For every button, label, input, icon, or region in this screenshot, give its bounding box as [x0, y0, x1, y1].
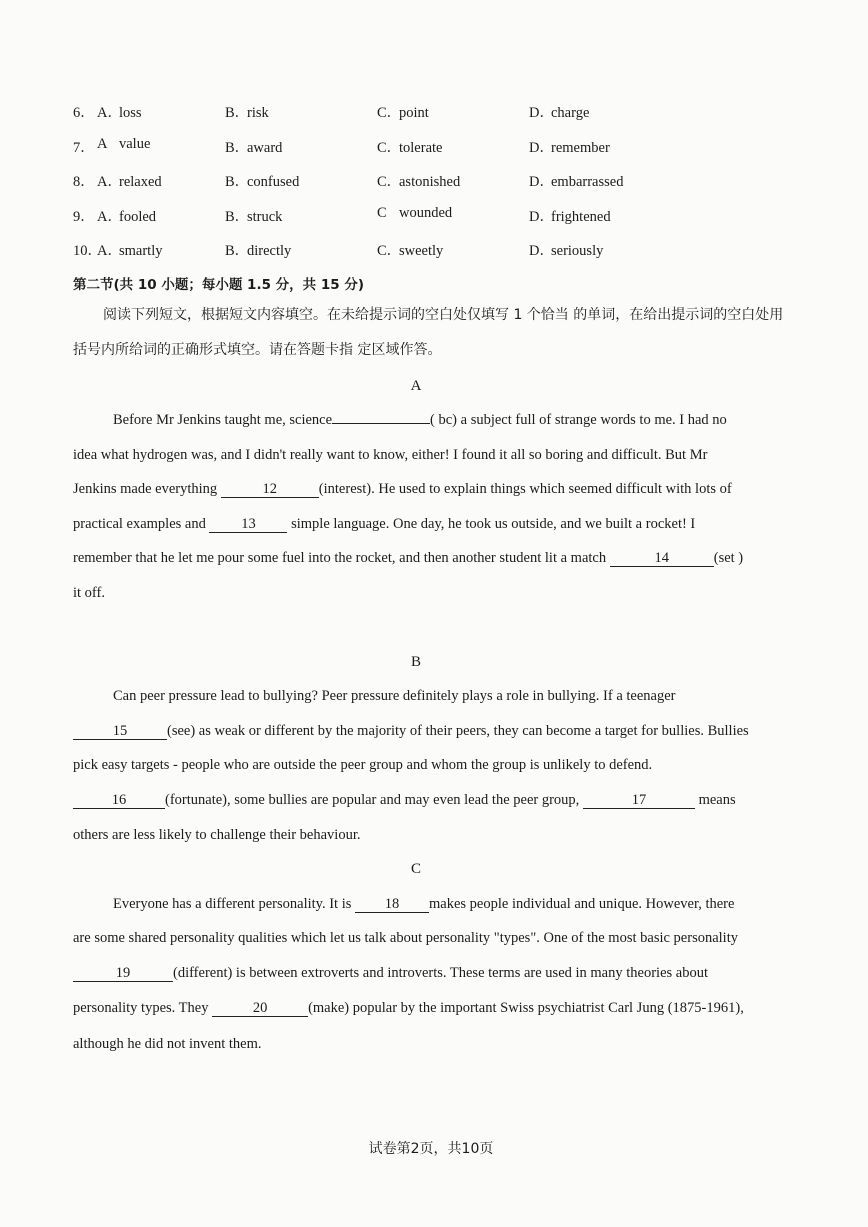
- option-letter: C: [377, 205, 387, 221]
- option-choice: [377, 205, 452, 222]
- option-choice: [529, 136, 610, 157]
- option-letter: C．: [377, 140, 402, 156]
- option-letter: B．: [225, 209, 250, 225]
- passage-a-line: Before Mr Jenkins taught me, science ( bc) a subject full of strange words to me. I had no: [113, 412, 727, 428]
- option-letter: D．: [529, 140, 554, 156]
- blank-15: 15: [73, 723, 167, 740]
- option-letter: C．: [377, 243, 402, 259]
- option-word: frightened: [551, 209, 611, 225]
- blank-20: 20: [212, 1000, 308, 1017]
- passage-b-line: Can peer pressure lead to bullying? Peer pressure definitely plays a role in bullying. If a teenager: [113, 688, 676, 704]
- option-choice: [377, 136, 442, 157]
- page-footer: 试卷第2页，共10页: [368, 1141, 494, 1157]
- passage-a-line: remember that he let me pour some fuel into the rocket, and then another student lit a match 14 (set ): [73, 550, 744, 566]
- option-word: sweetly: [399, 243, 444, 259]
- option-word: tolerate: [399, 140, 443, 156]
- option-row: [73, 136, 813, 160]
- question-number: 8．: [73, 174, 95, 190]
- passage-c-label: C: [410, 861, 421, 877]
- option-letter: A: [97, 136, 108, 152]
- option-word: charge: [551, 105, 590, 121]
- option-choice: [377, 101, 429, 122]
- section-instruction: 阅读下列短文，根据短文内容填空。在未给提示词的空白处仅填写 1 个恰当 的单词，在给出提示词的空白处用括号内所给词的正确形式填空。请在答题卡指 定区域作答。: [73, 307, 784, 358]
- option-letter: D．: [529, 105, 554, 121]
- question-number: 7．: [73, 140, 95, 156]
- option-choice: [225, 239, 291, 260]
- option-word: fooled: [119, 209, 157, 225]
- option-letter: B．: [225, 105, 250, 121]
- passage-b-line: 15 (see) as weak or different by the majority of their peers, they can become a target for bullies. Bullies: [73, 723, 793, 740]
- option-choice: [529, 205, 611, 226]
- passage-c-line: personality types. They 20 (make) popular by the important Swiss psychiatrist Carl Jung (1875-1961),: [73, 1000, 744, 1016]
- passage-b-line: 16 (fortunate), some bullies are popular and may even lead the peer group, 17 means: [73, 792, 793, 809]
- option-word: embarrassed: [551, 174, 624, 190]
- passage-b-line: pick easy targets - people who are outside the peer group and whom the group is unlikely to defend.: [73, 757, 653, 773]
- option-word: confused: [247, 174, 300, 190]
- option-choice: [225, 205, 282, 226]
- passage-c-line: are some shared personality qualities which let us talk about personality "types". One of the most basic personality: [73, 930, 738, 946]
- option-letter: B．: [225, 174, 250, 190]
- option-choice: [529, 170, 623, 191]
- passage-b-label: B: [410, 654, 421, 670]
- option-letter: D．: [529, 243, 554, 259]
- option-word: loss: [119, 105, 142, 121]
- option-choice: [377, 170, 460, 191]
- passage-a-label: A: [410, 378, 422, 394]
- option-choice: [225, 170, 299, 191]
- blank-13: 13: [209, 516, 287, 533]
- option-letter: A．: [97, 243, 122, 259]
- option-letter: A．: [97, 105, 122, 121]
- option-choice: [377, 239, 443, 260]
- option-row: [73, 205, 813, 229]
- passage-a-line: idea what hydrogen was, and I didn't really want to know, either! I found it all so boring and difficult. But Mr: [73, 447, 708, 463]
- blank-19: 19: [73, 965, 173, 982]
- question-number: 6．: [73, 105, 95, 121]
- option-row: [73, 239, 813, 263]
- passage-c-line: Everyone has a different personality. It is 18 makes people individual and unique. However, there: [113, 896, 735, 912]
- option-choice: [225, 136, 282, 157]
- option-word: relaxed: [119, 174, 162, 190]
- option-word: wounded: [399, 205, 453, 221]
- option-choice: [529, 239, 603, 260]
- option-row: [73, 170, 813, 194]
- option-letter: C．: [377, 174, 402, 190]
- option-letter: C．: [377, 105, 402, 121]
- option-choice: [97, 205, 156, 226]
- option-letter: A．: [97, 174, 122, 190]
- passage-c-line: although he did not invent them.: [73, 1036, 262, 1052]
- option-choice: [97, 170, 162, 191]
- option-word: struck: [247, 209, 283, 225]
- option-letter: D．: [529, 174, 554, 190]
- option-choice: [97, 136, 150, 153]
- option-word: value: [119, 136, 151, 152]
- blank-11: [332, 423, 430, 424]
- passage-a-line: practical examples and 13 simple language. One day, he took us outside, and we built a rocket! I: [73, 516, 696, 532]
- option-word: astonished: [399, 174, 461, 190]
- blank-16: 16: [73, 792, 165, 809]
- blank-17: 17: [583, 792, 695, 809]
- option-letter: B．: [225, 140, 250, 156]
- option-word: point: [399, 105, 429, 121]
- option-choice: [97, 101, 142, 122]
- blank-14: 14: [610, 550, 714, 567]
- option-word: seriously: [551, 243, 604, 259]
- option-choice: [97, 239, 163, 260]
- option-word: directly: [247, 243, 292, 259]
- option-letter: B．: [225, 243, 250, 259]
- question-number: 9．: [73, 209, 95, 225]
- section-heading: 第二节(共 10 小题；每小题 1.5 分，共 15 分): [73, 277, 365, 293]
- blank-12: 12: [221, 481, 319, 498]
- option-row: [73, 101, 813, 125]
- blank-18: 18: [355, 896, 429, 913]
- option-word: remember: [551, 140, 610, 156]
- option-word: smartly: [119, 243, 163, 259]
- option-letter: D．: [529, 209, 554, 225]
- passage-a-line: Jenkins made everything 12 (interest). He used to explain things which seemed difficult with lots of: [73, 481, 732, 497]
- question-number: 10．: [73, 243, 102, 259]
- passage-c-line: 19 (different) is between extroverts and introverts. These terms are used in many theories about: [73, 965, 793, 982]
- option-letter: A．: [97, 209, 122, 225]
- passage-a-line: it off.: [73, 585, 105, 601]
- option-word: award: [247, 140, 283, 156]
- passage-b-line: others are less likely to challenge their behaviour.: [73, 827, 361, 843]
- option-word: risk: [247, 105, 269, 121]
- option-choice: [225, 101, 269, 122]
- option-choice: [529, 101, 589, 122]
